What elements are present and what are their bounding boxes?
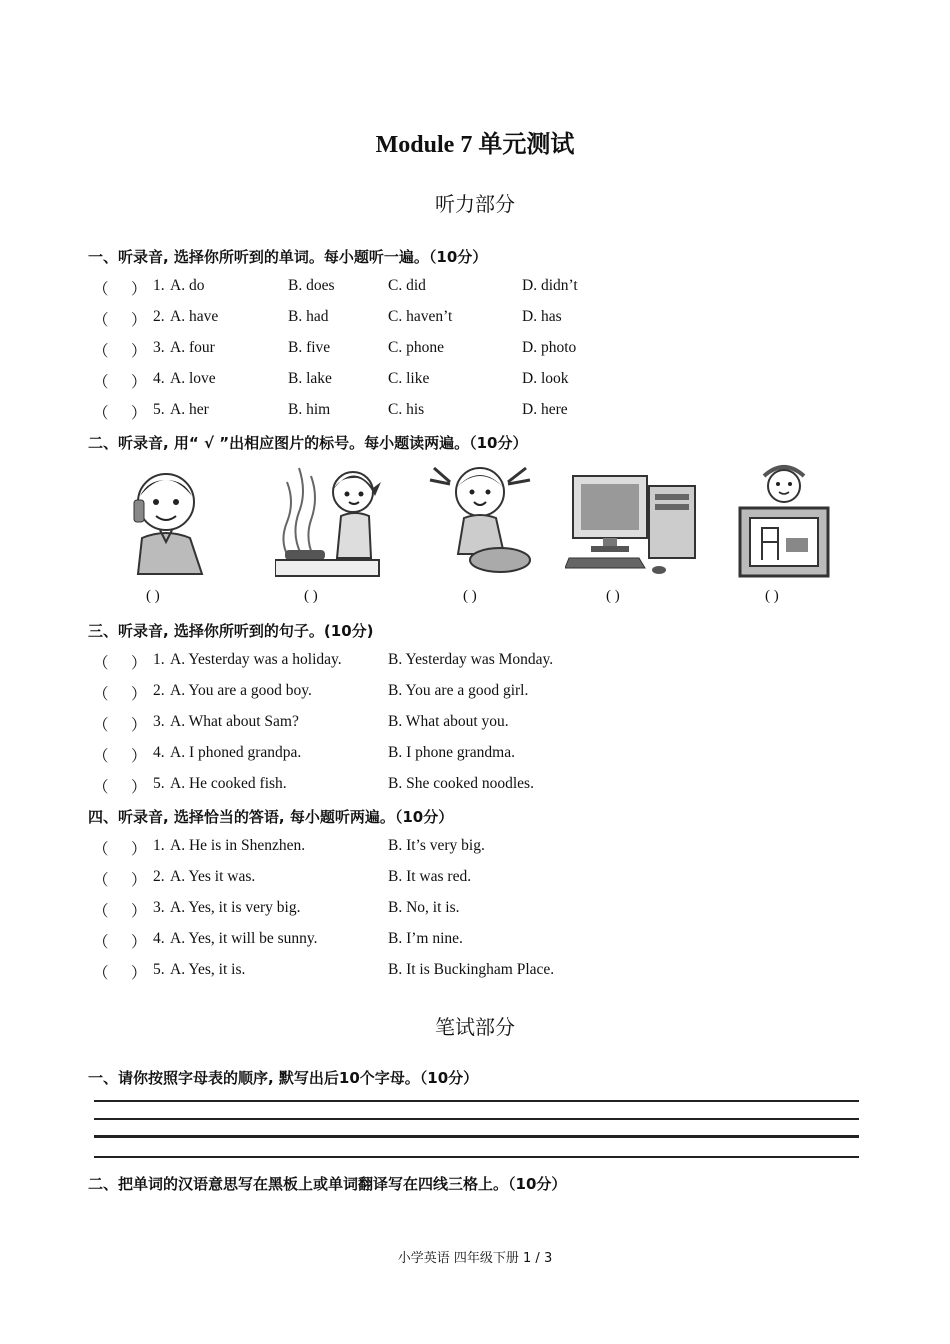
answer-paren-close[interactable]: ） (131, 841, 147, 858)
answer-paren-open[interactable]: （ (93, 312, 109, 329)
writing-part-heading: 笔试部分 (435, 1015, 515, 1039)
option-c: C. haven’t (388, 308, 453, 325)
option-b: B. had (288, 308, 329, 325)
answer-paren-close[interactable]: ） (131, 686, 147, 703)
option-b: B. him (288, 401, 331, 418)
option-a: A. love (170, 370, 216, 387)
section-3-heading: 三、听录音, 选择你所听到的句子。(10分) (88, 622, 374, 640)
option-a: A. have (170, 308, 219, 325)
option-a: A. Yes, it is. (170, 961, 246, 978)
answer-paren-close[interactable]: ） (131, 965, 147, 982)
writing-line-3 (94, 1135, 859, 1138)
option-b: B. Yesterday was Monday. (388, 651, 554, 668)
answer-paren-close[interactable]: ） (131, 903, 147, 920)
question-number: 1. (153, 277, 165, 294)
page-title: Module 7 单元测试 (375, 132, 575, 158)
answer-paren-open[interactable]: （ (93, 686, 109, 703)
option-a: A. Yesterday was a holiday. (170, 651, 342, 668)
answer-paren-close[interactable]: ） (131, 748, 147, 765)
option-b: B. does (288, 277, 335, 294)
option-a: A. do (170, 277, 205, 294)
section-2-heading: 二、听录音, 用“ √ ”出相应图片的标号。每小题读两遍。（10分） (88, 434, 528, 452)
option-a: A. He cooked fish. (170, 775, 287, 792)
option-c: C. his (388, 401, 425, 418)
writing-line-1 (94, 1100, 859, 1102)
page-footer: 小学英语 四年级下册 1 / 3 (397, 1251, 553, 1266)
question-number: 3. (153, 713, 165, 730)
option-a: A. You are a good boy. (170, 682, 312, 699)
writing-line-2 (94, 1118, 859, 1120)
picture-2-blank[interactable]: ( ) (304, 588, 318, 604)
question-number: 3. (153, 899, 165, 916)
answer-paren-open[interactable]: （ (93, 841, 109, 858)
answer-paren-open[interactable]: （ (93, 903, 109, 920)
option-b: B. It’s very big. (388, 837, 485, 854)
computer-picture (565, 462, 700, 580)
option-a: A. What about Sam? (170, 713, 299, 730)
answer-paren-close[interactable]: ） (131, 872, 147, 889)
option-d: D. here (522, 401, 568, 418)
option-a: A. four (170, 339, 215, 356)
option-b: B. What about you. (388, 713, 509, 730)
answer-paren-close[interactable]: ） (131, 779, 147, 796)
option-b: B. It was red. (388, 868, 472, 885)
option-b: B. five (288, 339, 331, 356)
option-a: A. He is in Shenzhen. (170, 837, 306, 854)
writing-section-1-heading: 一、请你按照字母表的顺序, 默写出后10个字母。（10分） (88, 1069, 479, 1087)
option-b: B. I phone grandma. (388, 744, 515, 761)
girl-washing-picture (428, 462, 533, 580)
question-number: 3. (153, 339, 165, 356)
answer-paren-close[interactable]: ） (131, 405, 147, 422)
question-number: 1. (153, 651, 165, 668)
picture-1-blank[interactable]: ( ) (146, 588, 160, 604)
option-d: D. look (522, 370, 569, 387)
option-b: B. I’m nine. (388, 930, 463, 947)
picture-5-blank[interactable]: ( ) (765, 588, 779, 604)
writing-line-4 (94, 1156, 859, 1158)
option-d: D. has (522, 308, 562, 325)
option-b: B. lake (288, 370, 332, 387)
option-c: C. like (388, 370, 430, 387)
answer-paren-close[interactable]: ） (131, 934, 147, 951)
answer-paren-open[interactable]: （ (93, 779, 109, 796)
question-number: 2. (153, 682, 165, 699)
listening-part-heading: 听力部分 (435, 192, 515, 216)
section-1-heading: 一、听录音, 选择你所听到的单词。每小题听一遍。（10分） (88, 248, 488, 266)
answer-paren-open[interactable]: （ (93, 374, 109, 391)
answer-paren-close[interactable]: ） (131, 312, 147, 329)
picture-3-blank[interactable]: ( ) (463, 588, 477, 604)
answer-paren-open[interactable]: （ (93, 405, 109, 422)
question-number: 2. (153, 868, 165, 885)
answer-paren-close[interactable]: ） (131, 374, 147, 391)
option-b: B. It is Buckingham Place. (388, 961, 555, 978)
question-number: 5. (153, 961, 165, 978)
answer-paren-close[interactable]: ） (131, 717, 147, 734)
option-a: A. I phoned grandpa. (170, 744, 302, 761)
answer-paren-close[interactable]: ） (131, 281, 147, 298)
question-number: 2. (153, 308, 165, 325)
question-number: 5. (153, 401, 165, 418)
boy-on-phone-picture (126, 462, 210, 580)
option-d: D. photo (522, 339, 577, 356)
question-number: 4. (153, 370, 165, 387)
girl-with-picture-picture (736, 462, 832, 580)
question-number: 4. (153, 930, 165, 947)
answer-paren-open[interactable]: （ (93, 343, 109, 360)
option-c: C. did (388, 277, 426, 294)
answer-paren-open[interactable]: （ (93, 748, 109, 765)
option-a: A. her (170, 401, 209, 418)
option-a: A. Yes, it is very big. (170, 899, 301, 916)
answer-paren-open[interactable]: （ (93, 717, 109, 734)
picture-4-blank[interactable]: ( ) (606, 588, 620, 604)
option-a: A. Yes, it will be sunny. (170, 930, 318, 947)
answer-paren-open[interactable]: （ (93, 281, 109, 298)
option-b: B. No, it is. (388, 899, 460, 916)
option-a: A. Yes it was. (170, 868, 256, 885)
question-number: 1. (153, 837, 165, 854)
section-4-heading: 四、听录音, 选择恰当的答语, 每小题听两遍。（10分） (88, 808, 454, 826)
answer-paren-open[interactable]: （ (93, 655, 109, 672)
option-b: B. She cooked noodles. (388, 775, 534, 792)
question-number: 5. (153, 775, 165, 792)
option-d: D. didn’t (522, 277, 578, 294)
option-b: B. You are a good girl. (388, 682, 529, 699)
answer-paren-open[interactable]: （ (93, 872, 109, 889)
girl-cooking-picture (275, 462, 385, 580)
answer-paren-close[interactable]: ） (131, 343, 147, 360)
answer-paren-open[interactable]: （ (93, 965, 109, 982)
answer-paren-close[interactable]: ） (131, 655, 147, 672)
question-number: 4. (153, 744, 165, 761)
option-c: C. phone (388, 339, 444, 356)
answer-paren-open[interactable]: （ (93, 934, 109, 951)
writing-section-2-heading: 二、把单词的汉语意思写在黑板上或单词翻译写在四线三格上。（10分） (88, 1175, 567, 1193)
